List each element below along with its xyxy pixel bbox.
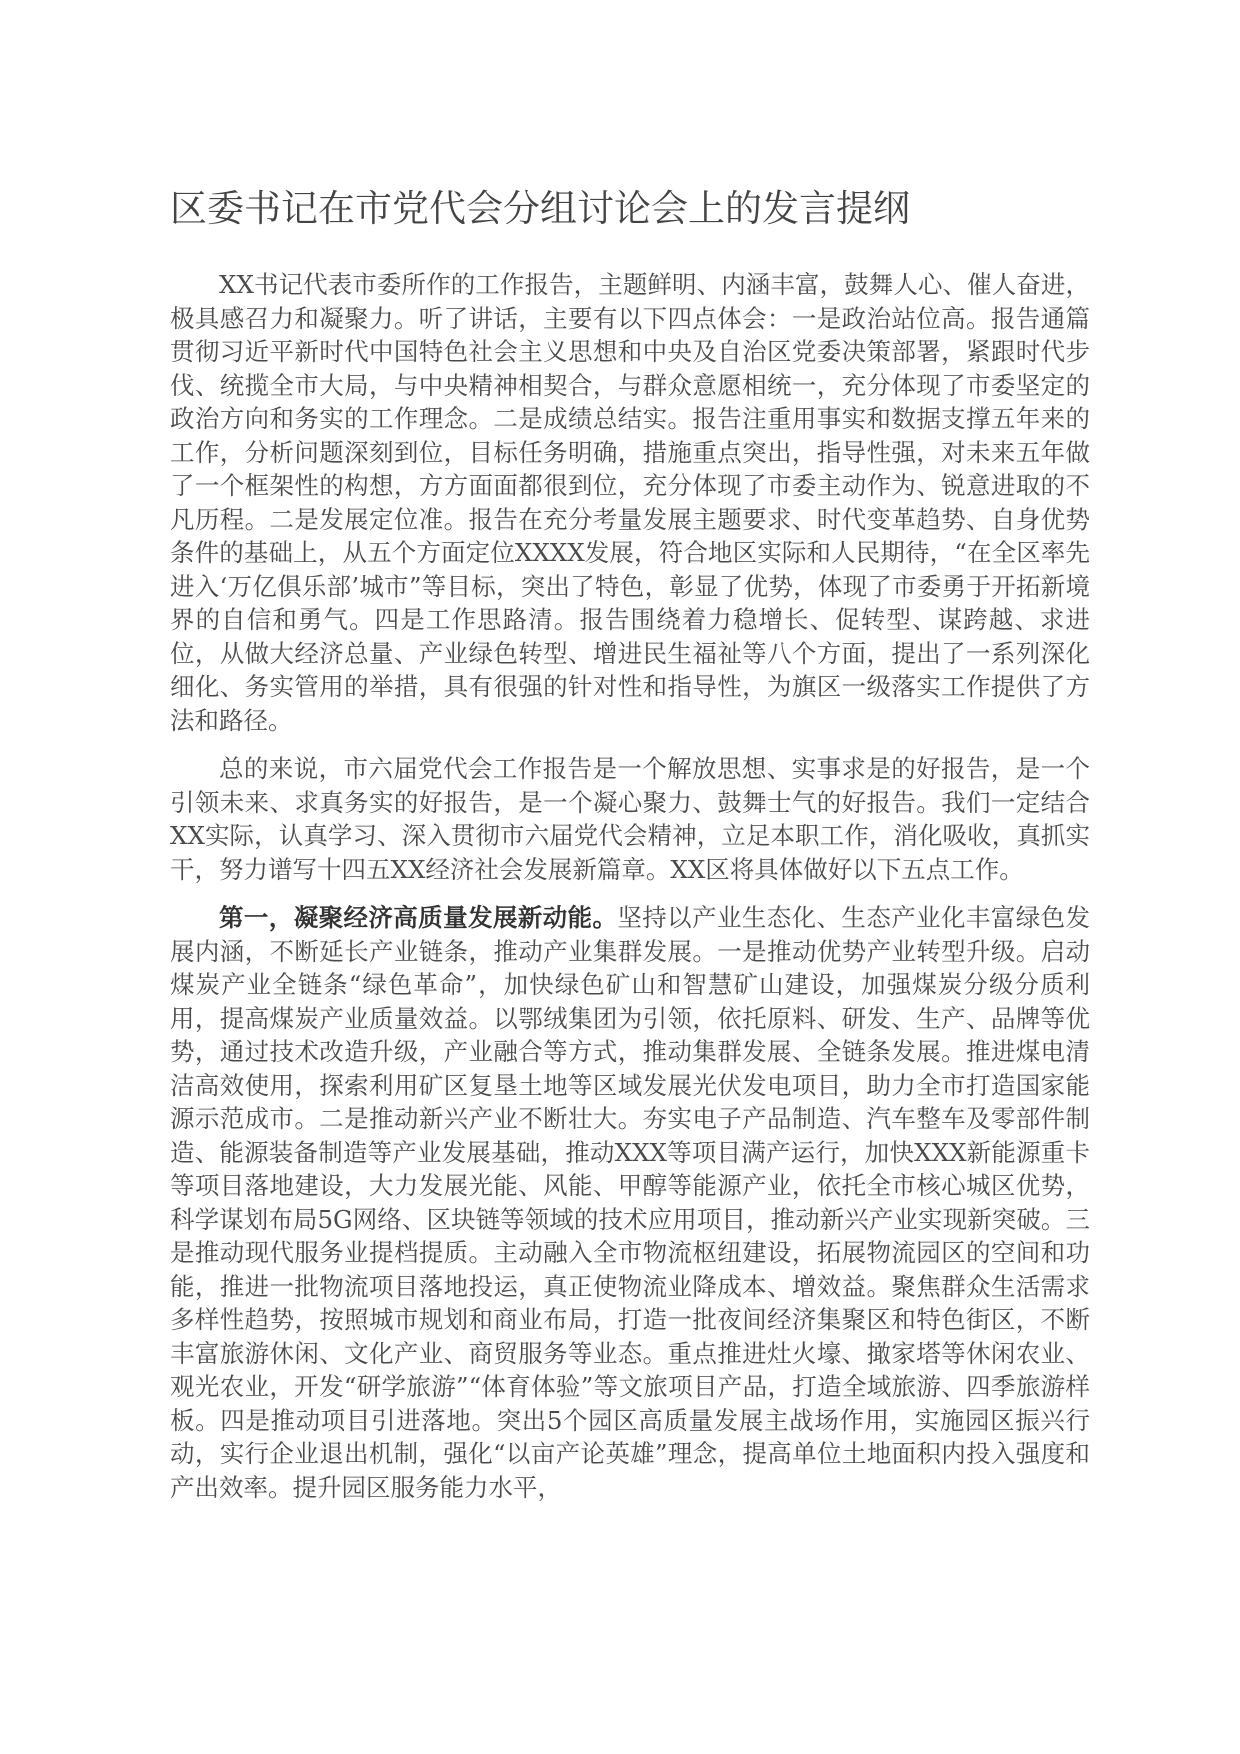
document-body <box>170 268 1090 1519</box>
paragraph-intro <box>170 268 1090 737</box>
section-heading: 第一，凝聚经济高质量发展新动能。 <box>219 903 618 932</box>
paragraph-summary <box>170 752 1090 886</box>
paragraph-text: 坚持以产业生态化、生态产业化丰富绿色发展内涵，不断延长产业链条，推动产业集群发展。一是推动优势产业转型升级。启动煤炭产业全链条“绿色革命”，加快绿色矿山和智慧矿山建设，加强煤炭分级分质利用，提高煤炭产业质量效益。以鄂绒集团为引领，依托原料、研发、生产、品牌等优势，通过技术改造升级，产业融合等方式，推动集群发展、全链条发展。推进煤电清洁高效使用，探索利用矿区复垦土地等区域发展光伏发电项目，助力全市打造国家能源示范成市。二是推动新兴产业不断壮大。夯实电子产品制造、汽车整车及零部件制造、能源装备制造等产业发展基础，推动XXX等项目满产运行，加快XXX新能源重卡等项目落地建设，大力发展光能、风能、甲醇等能源产业，依托全市核心城区优势，科学谋划布局5G网络、区块链等领域的技术应用项目，推动新兴产业实现新突破。三是推动现代服务业提档提质。主动融入全市物流枢纽建设，拓展物流园区的空间和功能，推进一批物流项目落地投运，真正使物流业降成本、增效益。聚焦群众生活需求多样性趋势，按照城市规划和商业布局，打造一批夜间经济集聚区和特色街区，不断丰富旅游休闲、文化产业、商贸服务等业态。重点推进灶火壕、撖家塔等休闲农业、观光农业，开发“研学旅游”“体育体验”等文旅项目产品，打造全域旅游、四季旅游样板。四是推动项目引进落地。突出5个园区高质量发展主战场作用，实施园区振兴行动，实行企业退出机制，强化“以亩产论英雄”理念，提高单位土地面积内投入强度和产出效率。提升园区服务能力水平， <box>170 903 1091 1502</box>
paragraph-section-one <box>170 901 1090 1504</box>
paragraph-text: 总的来说，市六届党代会工作报告是一个解放思想、实事求是的好报告，是一个引领未来、求真务实的好报告，是一个凝心聚力、鼓舞士气的好报告。我们一定结合XX实际，认真学习、深入贯彻市六届党代会精神，立足本职工作，消化吸收，真抓实干，努力谱写十四五XX经济社会发展新篇章。XX区将具体做好以下五点工作。 <box>170 754 1090 884</box>
paragraph-text: XX书记代表市委所作的工作报告，主题鲜明、内涵丰富，鼓舞人心、催人奋进，极具感召力和凝聚力。听了讲话，主要有以下四点体会：一是政治站位高。报告通篇贯彻习近平新时代中国特色社会主义思想和中央及自治区党委决策部署，紧跟时代步伐、统揽全市大局，与中央精神相契合，与群众意愿相统一，充分体现了市委坚定的政治方向和务实的工作理念。二是成绩总结实。报告注重用事实和数据支撑五年来的工作，分析问题深刻到位，目标任务明确，措施重点突出，指导性强，对未来五年做了一个框架性的构想，方方面面都很到位，充分体现了市委主动作为、锐意进取的不凡历程。二是发展定位准。报告在充分考量发展主题要求、时代变革趋势、自身优势条件的基础上，从五个方面定位XXXX发展，符合地区实际和人民期待，“在全区率先进入‘万亿俱乐部’城市”等目标，突出了特色，彰显了优势，体现了市委勇于开拓新境界的自信和勇气。四是工作思路清。报告围绕着力稳增长、促转型、谋跨越、求进位，从做大经济总量、产业绿色转型、增进民生福祉等八个方面，提出了一系列深化细化、务实管用的举措，具有很强的针对性和指导性，为旗区一级落实工作提供了方法和路径。 <box>170 270 1090 735</box>
document-title: 区委书记在市党代会分组讨论会上的发言提纲 <box>170 187 910 230</box>
